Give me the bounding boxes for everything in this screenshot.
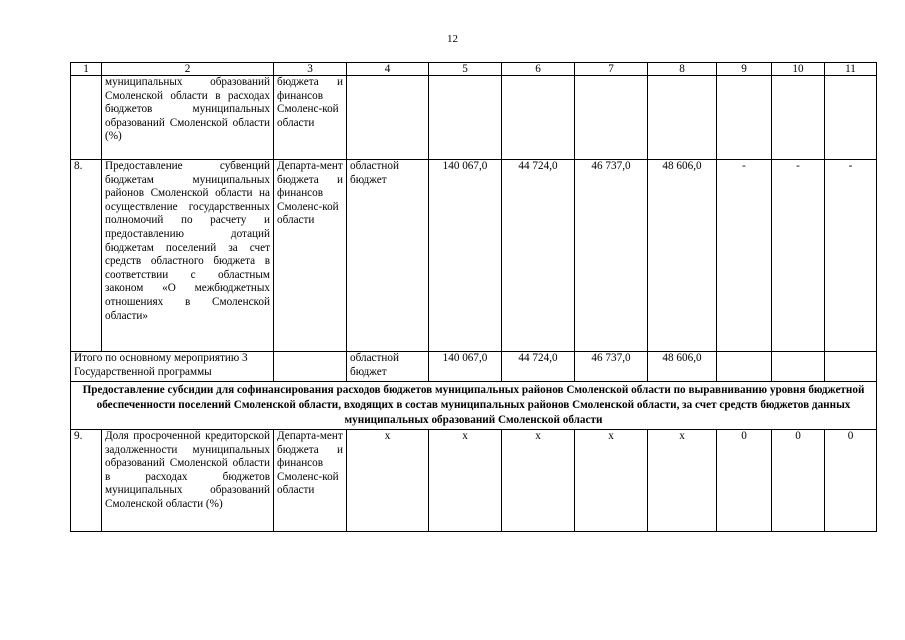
indicator-value-cell: 0	[825, 430, 877, 532]
header-cell: 1	[71, 63, 102, 76]
header-cell: 10	[772, 63, 825, 76]
total-amount-cell: 140 067,0	[429, 352, 502, 382]
table-row-9	[71, 430, 877, 532]
table-cell	[502, 76, 575, 160]
funding-source-cell: x	[347, 430, 429, 532]
indicator-name-cell: Доля просроченной кредиторской задолженности муниципальных образований Смоленской области в расходах бюджетов муниципальных образований Смоленской области (%)	[102, 430, 274, 532]
year-amount-cell: 48 606,0	[648, 160, 717, 352]
table-cell	[71, 76, 102, 160]
header-cell: 8	[648, 63, 717, 76]
table-row-total	[71, 352, 877, 382]
responsible-cell: Департа-мент бюджета и финансов Смоленс-кой области	[274, 430, 347, 532]
row-number-cell: 8.	[71, 160, 102, 352]
year-amount-cell: 44 724,0	[502, 160, 575, 352]
table-row-continuation	[71, 76, 877, 160]
total-label-cell: Итого по основному мероприятию 3 Государственной программы	[71, 352, 274, 382]
table-cell	[648, 76, 717, 160]
row-number-cell: 9.	[71, 430, 102, 532]
table-cell	[825, 76, 877, 160]
year-amount-cell: x	[502, 430, 575, 532]
table-cell	[429, 76, 502, 160]
indicator-table	[70, 62, 877, 532]
funding-source-cell: областной бюджет	[347, 352, 429, 382]
header-cell: 5	[429, 63, 502, 76]
table-row-8	[71, 160, 877, 352]
indicator-value-cell: -	[772, 160, 825, 352]
header-cell: 3	[274, 63, 347, 76]
year-amount-cell: 44 724,0	[502, 352, 575, 382]
indicator-value-cell: 0	[772, 430, 825, 532]
year-amount-cell: x	[648, 430, 717, 532]
section-header-row	[71, 382, 877, 430]
header-cell: 11	[825, 63, 877, 76]
table-header-row	[71, 63, 877, 76]
table-cell	[772, 76, 825, 160]
table-cell	[825, 352, 877, 382]
header-cell: 6	[502, 63, 575, 76]
year-amount-cell: 46 737,0	[575, 160, 648, 352]
header-cell: 4	[347, 63, 429, 76]
header-cell: 7	[575, 63, 648, 76]
total-amount-cell: x	[429, 430, 502, 532]
responsible-cell: бюджета и финансов Смоленс-кой области	[274, 76, 347, 160]
table-cell	[347, 76, 429, 160]
responsible-cell: Департа-мент бюджета и финансов Смоленс-кой области	[274, 160, 347, 352]
table-cell	[717, 352, 772, 382]
indicator-value-cell: 0	[717, 430, 772, 532]
header-cell: 2	[102, 63, 274, 76]
page-number: 12	[447, 33, 458, 45]
indicator-value-cell: -	[825, 160, 877, 352]
table-cell	[575, 76, 648, 160]
indicator-value-cell: -	[717, 160, 772, 352]
activity-name-cell: Предоставление субвенций бюджетам муниципальных районов Смоленской области на осуществление государственных полномочий по расчету и предоставлению дотаций бюджетам поселений за счет средств областного бюджета в соответствии с областным законом «О межбюджетных отношениях в Смоленской области»	[102, 160, 274, 352]
table-cell	[274, 352, 347, 382]
funding-source-cell: областной бюджет	[347, 160, 429, 352]
section-title: Предоставление субсидии для софинансирования расходов бюджетов муниципальных районов Смоленской области по выравниванию уровня бюджетной обеспеченности поселений Смоленской области, входящих в состав муниципальных районов Смоленской области, за счет средств бюджетов данных муниципальных образований Смоленской области	[71, 382, 877, 430]
header-cell: 9	[717, 63, 772, 76]
indicator-name-cell: муниципальных образований Смоленской области в расходах бюджетов муниципальных образований Смоленской области (%)	[102, 76, 274, 160]
table-cell	[772, 352, 825, 382]
year-amount-cell: 46 737,0	[575, 352, 648, 382]
total-amount-cell: 140 067,0	[429, 160, 502, 352]
table-cell	[717, 76, 772, 160]
year-amount-cell: x	[575, 430, 648, 532]
year-amount-cell: 48 606,0	[648, 352, 717, 382]
